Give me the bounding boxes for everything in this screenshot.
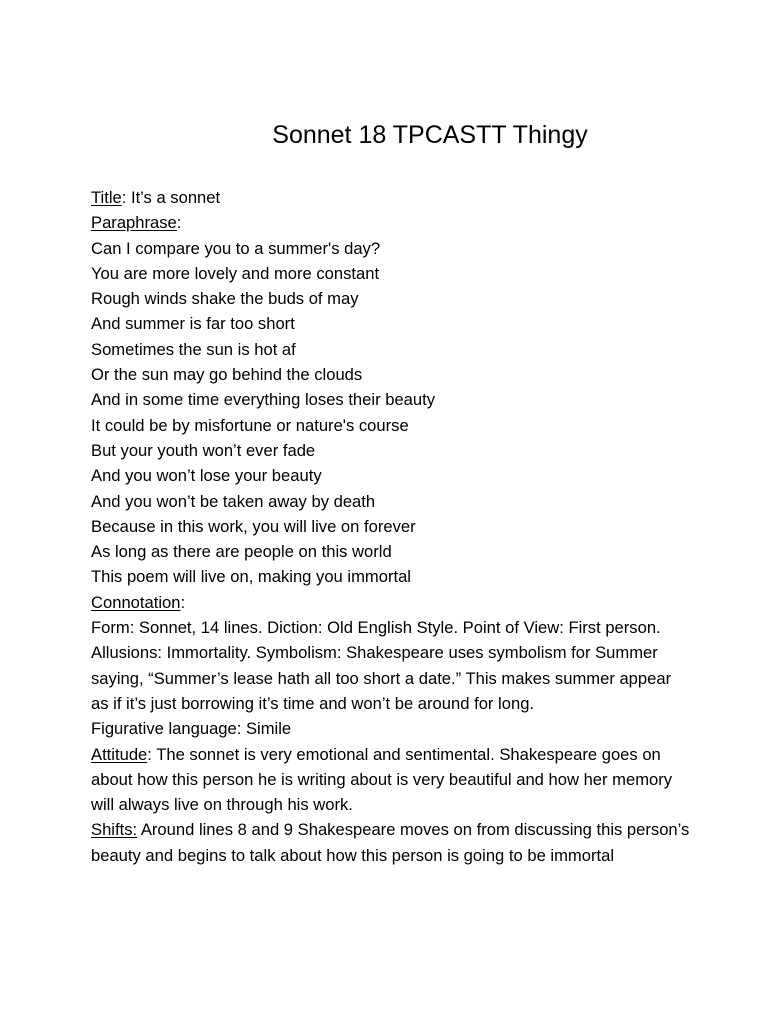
- attitude-section: [91, 742, 691, 818]
- paraphrase-line: As long as there are people on this world: [91, 542, 392, 562]
- attitude-label: Attitude: [91, 744, 148, 764]
- paraphrase-line: Sometimes the sun is hot af: [91, 339, 296, 359]
- connotation-suffix: :: [180, 592, 186, 612]
- paraphrase-line: And you won’t be taken away by death: [91, 491, 376, 511]
- connotation-paragraph: Form: Sonnet, 14 lines. Diction: Old English Style. Point of View: First person. Allusions: Immortality. Symbolism: Shakespeare uses symbolism for Summer saying, “Summer’s lease hath all too short a date.” This makes summer appear as if it’s just borrowing it’s time and won’t be around for long.: [91, 618, 672, 713]
- paraphrase-line: But your youth won’t ever fade: [91, 440, 316, 460]
- document-title: Sonnet 18 TPCASTT Thingy: [272, 121, 588, 149]
- shifts-section: [91, 817, 691, 868]
- paraphrase-line: And you won’t lose your beauty: [91, 466, 322, 486]
- paraphrase-line: Rough winds shake the buds of may: [91, 289, 359, 309]
- paraphrase-line: Can I compare you to a summer's day?: [91, 238, 381, 258]
- figurative-language: Figurative language: Simile: [91, 719, 292, 739]
- document-body: [91, 185, 691, 868]
- paraphrase-line: It could be by misfortune or nature's course: [91, 415, 409, 435]
- paraphrase-line: You are more lovely and more constant: [91, 263, 380, 283]
- paraphrase-line: Because in this work, you will live on forever: [91, 516, 416, 536]
- title-text: : It’s a sonnet: [121, 188, 221, 207]
- paraphrase-line: Or the sun may go behind the clouds: [91, 365, 363, 385]
- title-label: Title: [91, 188, 122, 207]
- paraphrase-suffix: :: [176, 213, 182, 233]
- connotation-label: Connotation: [91, 592, 181, 612]
- shifts-text: Around lines 8 and 9 Shakespeare moves on from discussing this person’s beauty and begins to talk about how this person is going to be immortal: [91, 820, 690, 865]
- connotation-heading: [91, 590, 691, 615]
- paraphrase-label: Paraphrase: [91, 213, 177, 233]
- attitude-text: : The sonnet is very emotional and sentimental. Shakespeare goes on about how this person he is writing about is very beautiful and how her memory will always live on through his work.: [91, 744, 673, 815]
- title-section: [91, 185, 691, 210]
- paraphrase-line: And in some time everything loses their beauty: [91, 390, 436, 410]
- paraphrase-heading: [91, 210, 691, 235]
- paraphrase-line: This poem will live on, making you immortal: [91, 567, 411, 587]
- paraphrase-line: And summer is far too short: [91, 314, 295, 334]
- shifts-label: Shifts:: [91, 820, 138, 840]
